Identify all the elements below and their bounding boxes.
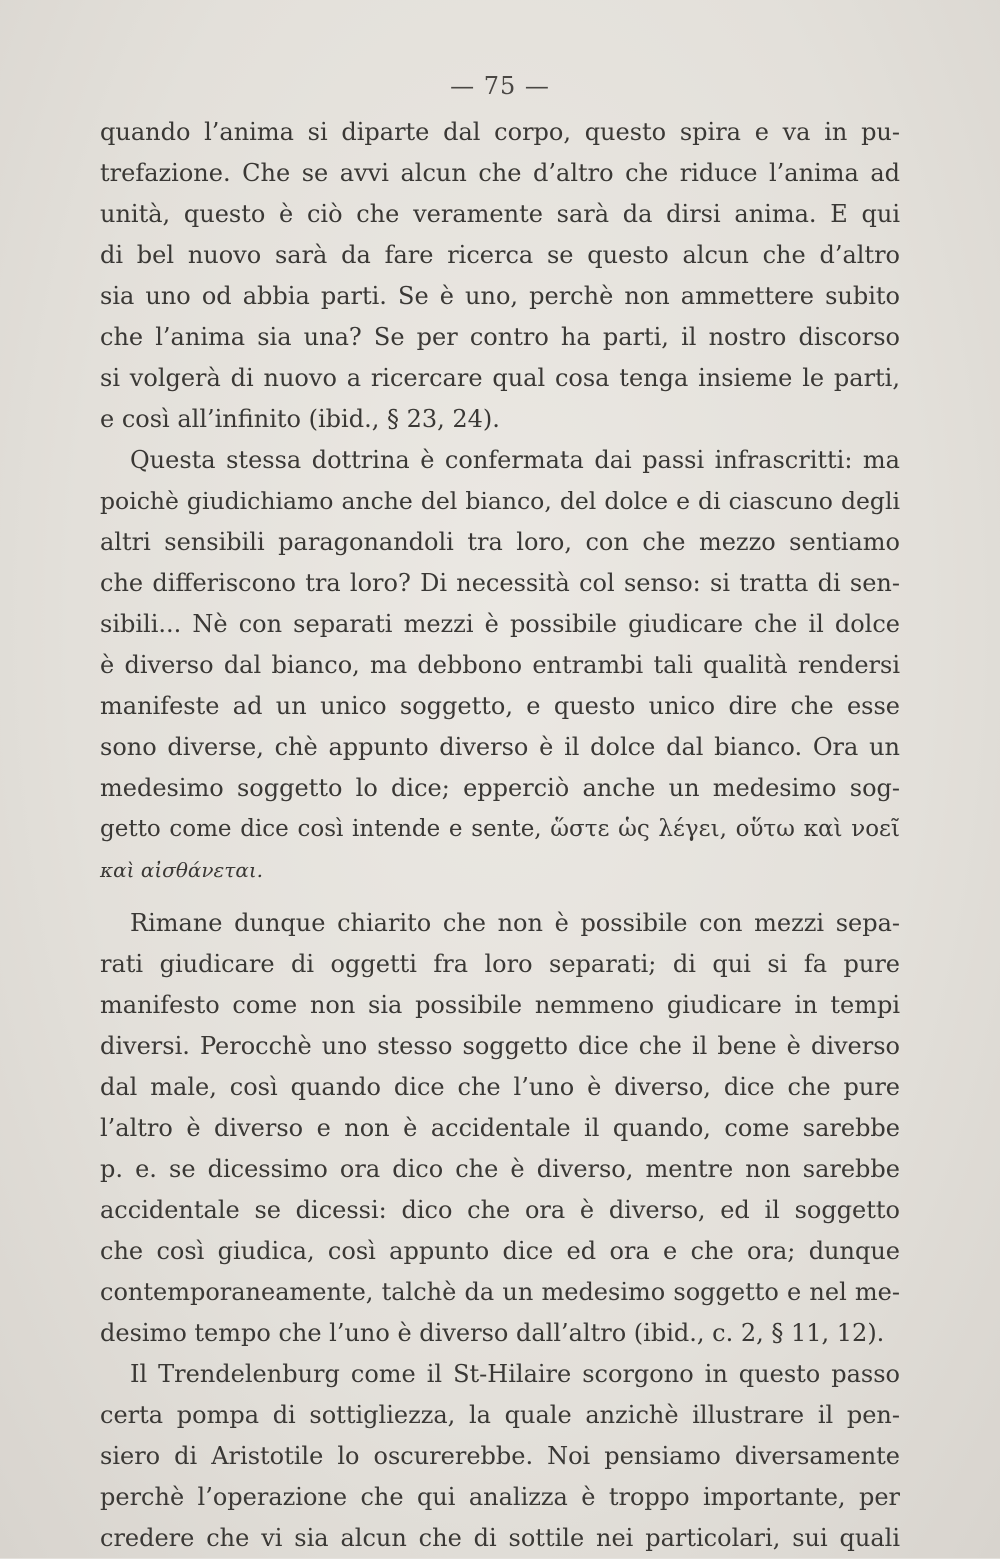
text-line: è diverso dal bianco, ma debbono entrambi tali qualità rendersi bbox=[100, 651, 900, 679]
text-line: e così all’infinito (ibid., § 23, 24). bbox=[100, 405, 500, 433]
text-line: altri sensibili paragonandoli tra loro, con che mezzo sentiamo bbox=[100, 528, 900, 556]
paragraph-first-line: Questa stessa dottrina è confermata dai passi infrascritti: ma bbox=[130, 446, 900, 474]
text-line: accidentale se dicessi: dico che ora è diverso, ed il soggetto bbox=[100, 1196, 900, 1224]
paragraph-first-line: Il Trendelenburg come il St-Hilaire scorgono in questo passo bbox=[130, 1360, 900, 1388]
text-line: si volgerà di nuovo a ricercare qual cosa tenga insieme le parti, bbox=[100, 364, 900, 392]
text-line: desimo tempo che l’uno è diverso dall’altro (ibid., c. 2, § 11, 12). bbox=[100, 1319, 885, 1347]
text-line: p. e. se dicessimo ora dico che è diverso, mentre non sarebbe bbox=[100, 1155, 900, 1183]
text-line: getto come dice così intende e sente, ὥστε ὡς λέγει, οὕτω καὶ νοεῖ bbox=[100, 816, 900, 842]
text-line: che differiscono tra loro? Di necessità col senso: si tratta di sen- bbox=[100, 569, 900, 597]
page-number: — 75 — bbox=[450, 72, 550, 100]
body-text bbox=[100, 112, 900, 1559]
text-line: di bel nuovo sarà da fare ricerca se questo alcun che d’altro bbox=[100, 241, 900, 269]
text-line: quando l’anima si diparte dal corpo, questo spira e va in pu- bbox=[100, 118, 900, 146]
text-line: medesimo soggetto lo dice; epperciò anche un medesimo sog- bbox=[100, 774, 900, 802]
text-line: rati giudicare di oggetti fra loro separati; di qui si fa pure bbox=[100, 950, 900, 978]
text-line: l’altro è diverso e non è accidentale il quando, come sarebbe bbox=[100, 1114, 900, 1142]
greek-quote-line: καὶ αἰσθάνεται. bbox=[100, 858, 264, 882]
text-line: contemporaneamente, talchè da un medesimo soggetto e nel me- bbox=[100, 1278, 900, 1306]
text-line: credere che vi sia alcun che di sottile nei particolari, sui quali bbox=[100, 1524, 900, 1552]
text-line: che così giudica, così appunto dice ed ora e che ora; dunque bbox=[100, 1237, 900, 1265]
text-line: trefazione. Che se avvi alcun che d’altro che riduce l’anima ad bbox=[100, 159, 900, 187]
text-line: che l’anima sia una? Se per contro ha parti, il nostro discorso bbox=[100, 323, 900, 351]
text-line: sia uno od abbia parti. Se è uno, perchè non ammettere subito bbox=[100, 282, 900, 310]
text-line: unità, questo è ciò che veramente sarà da dirsi anima. E qui bbox=[100, 200, 900, 228]
text-line: perchè l’operazione che qui analizza è troppo importante, per bbox=[100, 1483, 900, 1511]
text-line: sono diverse, chè appunto diverso è il dolce dal bianco. Ora un bbox=[100, 733, 900, 761]
text-line: sibili... Nè con separati mezzi è possibile giudicare che il dolce bbox=[100, 610, 900, 638]
text-line: siero di Aristotile lo oscurerebbe. Noi pensiamo diversamente bbox=[100, 1442, 900, 1470]
text-line: dal male, così quando dice che l’uno è diverso, dice che pure bbox=[100, 1073, 900, 1101]
paragraph-first-line: Rimane dunque chiarito che non è possibile con mezzi sepa- bbox=[130, 909, 900, 937]
text-line: manifeste ad un unico soggetto, e questo unico dire che esse bbox=[100, 692, 900, 720]
text-line: diversi. Perocchè uno stesso soggetto dice che il bene è diverso bbox=[100, 1032, 900, 1060]
text-line: manifesto come non sia possibile nemmeno giudicare in tempi bbox=[100, 991, 900, 1019]
text-line: certa pompa di sottigliezza, la quale anzichè illustrare il pen- bbox=[100, 1401, 900, 1429]
text-line: poichè giudichiamo anche del bianco, del dolce e di ciascuno degli bbox=[100, 487, 900, 515]
